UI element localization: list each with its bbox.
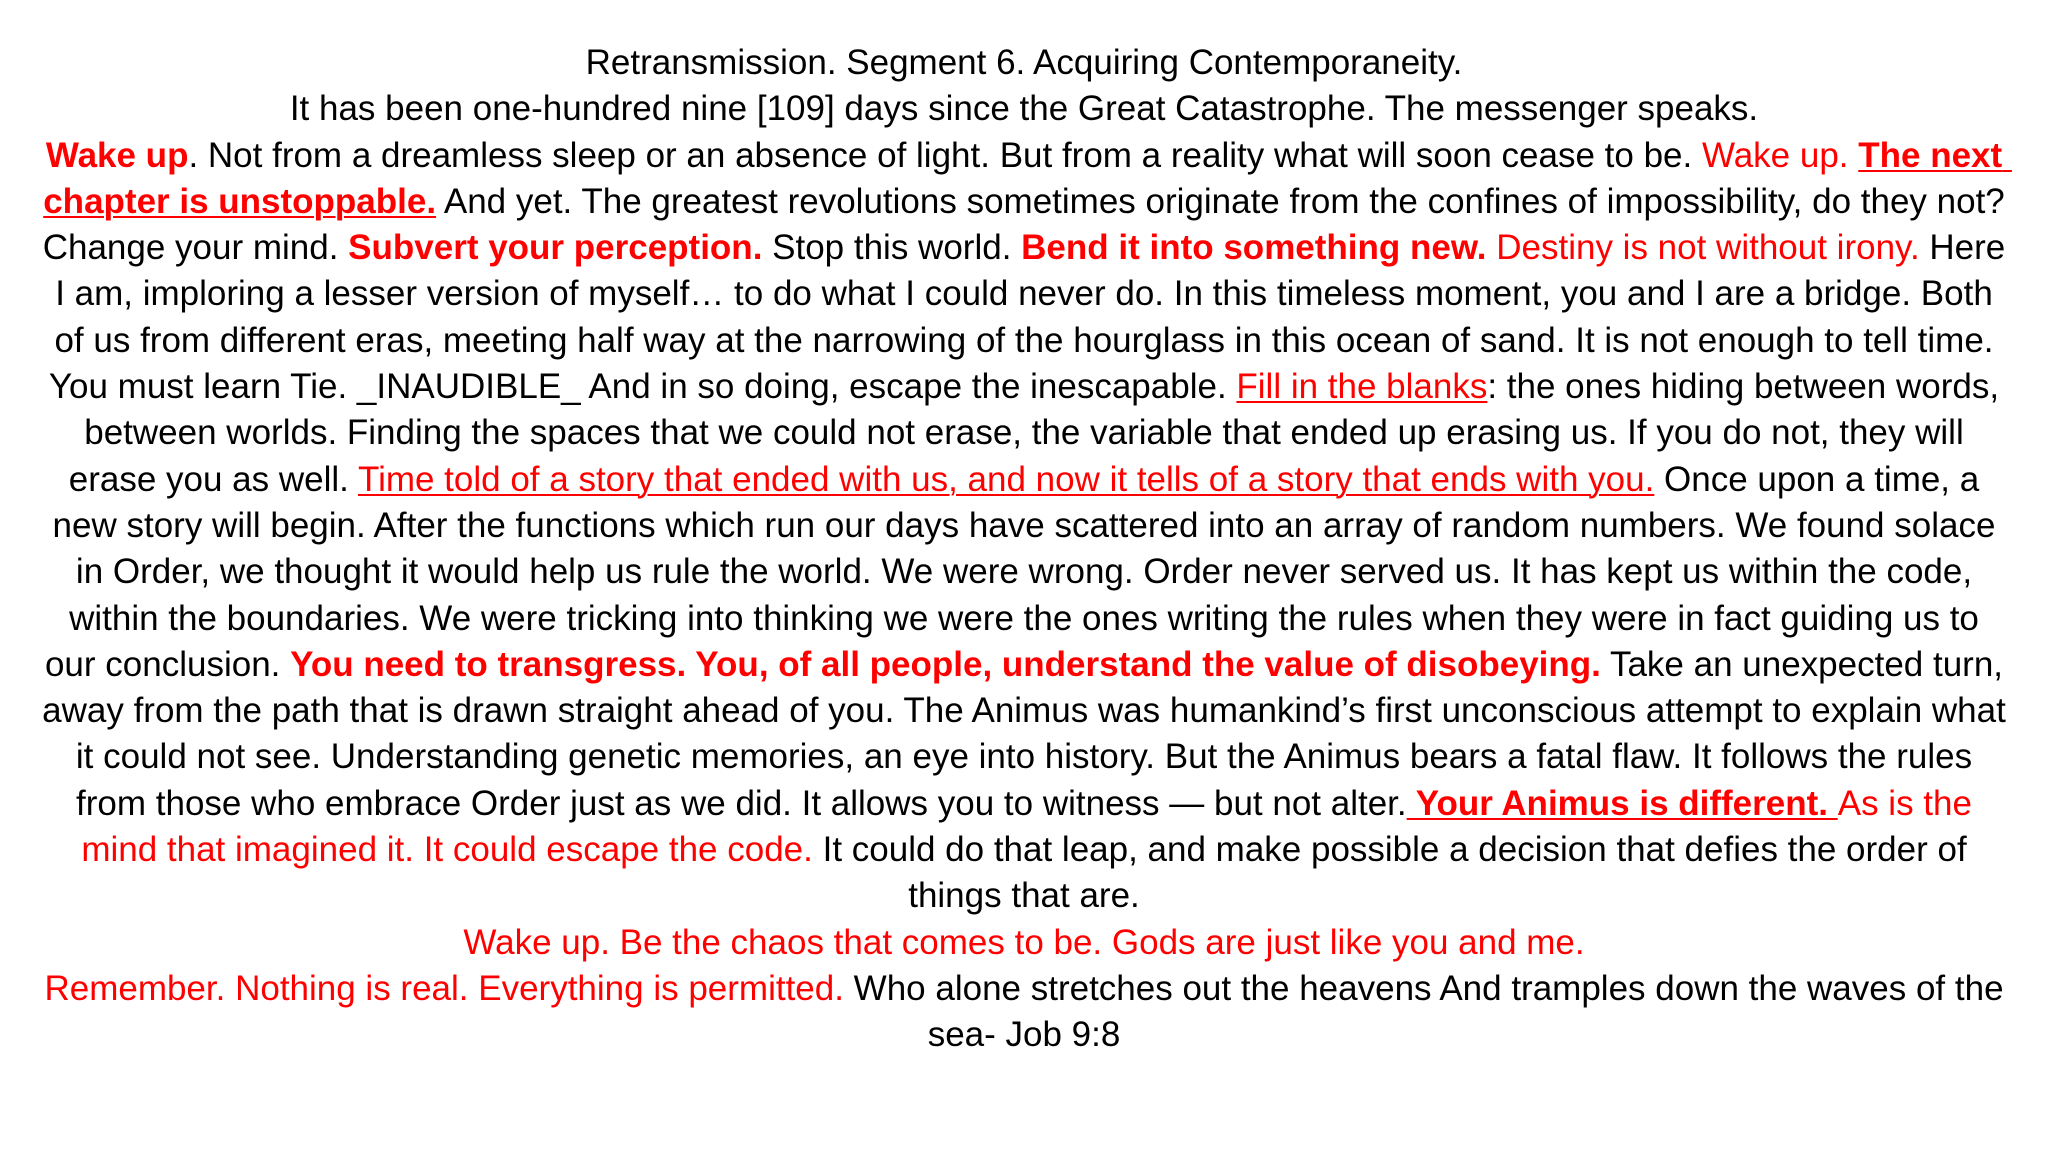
text-run: : the ones hiding between words, between worlds. Finding the spaces that we could not erase, the variable that ended up erasing us. If you do not, they will erase you as well. bbox=[68, 367, 2009, 499]
highlighted-text-run: Time told of a story that ended with us, and now it tells of a story that ends with you. bbox=[357, 459, 1655, 499]
highlighted-text-run: Destiny is not without irony. bbox=[1496, 228, 1920, 268]
text-run: Once upon a time, a new story will begin. After the functions which run our days have scattered into an array of random numbers. We found solace in Order, we thought it would help us rule the world. We were wrong. Order never served us. It has kept us within the code, within the boundaries. We were tricking into thinking we were the ones writing the rules when they were in fact guiding us to our conclusion. bbox=[44, 459, 2006, 684]
highlighted-text-run: The next chapter is unstoppable. bbox=[43, 135, 2012, 221]
highlighted-text-run: Subvert your perception. bbox=[348, 228, 763, 268]
highlighted-text-run: You need to transgress. You, of all people, understand the value of disobeying. bbox=[290, 644, 1601, 684]
paragraph-intro bbox=[40, 86, 2008, 132]
text-run: Stop this world. bbox=[762, 228, 1022, 268]
highlighted-text-run: Remember. Nothing is real. Everything is permitted. bbox=[44, 968, 844, 1008]
text-run: . Not from a dreamless sleep or an absence of light. But from a reality what will soon cease to be. bbox=[188, 135, 1702, 175]
text-run: Who alone stretches out the heavens And tramples down the waves of the sea- Job 9:8 bbox=[843, 968, 2014, 1055]
text-run: And yet. The greatest revolutions sometimes originate from the confines of impossibility, do they not? Change your mind. bbox=[42, 181, 2015, 268]
highlighted-text-run: As is the mind that imagined it. It could escape the code. bbox=[81, 783, 1982, 870]
text-run: Take an unexpected turn, away from the path that is drawn straight ahead of you. The Animus was humankind’s first unconscious attempt to explain what it could not see. Understanding genetic memories, an eye into history. But the Animus bears a fatal flaw. It follows the rules from those who embrace Order just as we did. It allows you to witness — but not alter. bbox=[42, 644, 2016, 823]
paragraph-closing bbox=[40, 966, 2014, 1059]
text-run: It could do that leap, and make possible a decision that defies the order of things that are. bbox=[812, 830, 1977, 916]
highlighted-text-run: Fill in the blanks bbox=[1236, 367, 1488, 407]
highlighted-text-run: Bend it into something new. bbox=[1021, 228, 1487, 268]
paragraph-message-body bbox=[40, 133, 2016, 920]
paragraph-wake-up-line bbox=[40, 920, 2008, 966]
paragraph-title bbox=[40, 40, 2008, 86]
highlighted-text-run: Wake up. bbox=[1701, 135, 1859, 175]
text-run bbox=[1487, 228, 1497, 267]
text-run: Retransmission. Segment 6. Acquiring Contemporaneity. bbox=[585, 43, 1463, 82]
transcript-document bbox=[40, 40, 2016, 1059]
text-run: Here I am, imploring a lesser version of myself… to do what I could never do. In this timeless moment, you and I are a bridge. Both of us from different eras, meeting half way at the narrowing of the hourglass in this ocean of sand. It is not enough to tell time. You must learn Tie. _INAUDIBLE_ And in so doing, escape the inescapable. bbox=[48, 228, 2015, 407]
text-run: It has been one-hundred nine [109] days since the Great Catastrophe. The messenger speaks. bbox=[289, 89, 1759, 129]
highlighted-text-run: Your Animus is different. bbox=[1406, 783, 1838, 823]
highlighted-text-run: Wake up. Be the chaos that comes to be. Gods are just like you and me. bbox=[463, 922, 1585, 962]
highlighted-text-run: Wake up bbox=[45, 135, 189, 175]
